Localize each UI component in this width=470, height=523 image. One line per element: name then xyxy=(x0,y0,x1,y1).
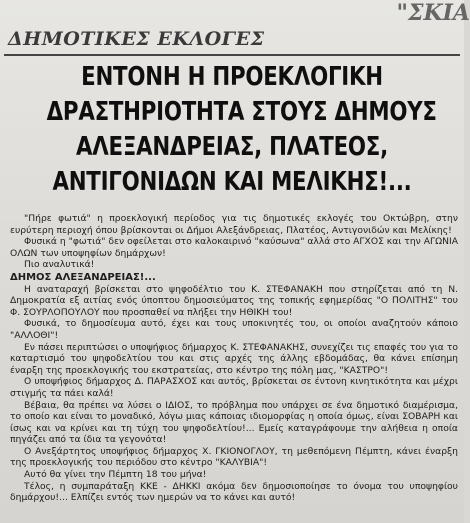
headline-line-3: ΑΛΕΞΑΝΔΡΕΙΑΣ, ΠΛΑΤΕΟΣ, xyxy=(76,132,388,162)
article-subhead: ΔΗΜΟΣ ΑΛΕΞΑΝΔΡΕΙΑΣ!... xyxy=(10,271,156,283)
paragraph: Πιο αναλυτικά! xyxy=(24,259,95,271)
paragraph: Τέλος, η συμπαράταξη ΚΚΕ - ΔΗΚΚΙ ακόμα δεν δημοσιοποίησε το όνομα του υποψηφίου δημάρχου!... Ελπίζει εντός των ημερών να το κάνει και αυτό! xyxy=(10,480,458,504)
article-body xyxy=(10,213,458,504)
headline xyxy=(46,60,437,200)
paragraph: Βέβαια, θα πρέπει να λύσει ο ΙΔΙΟΣ, το πρόβλημα που υπάρχει σε ένα δημοτικό διαμέρισμα, το οποίο και είναι το μοναδικό, λόγω μιας κάποιας ιδιομορφίας η οποία όμως, είναι ΣΟΒΑΡΗ και ίσως και να κρίνει και τη τύχη του ψηφοδελτίου!... Εμείς καταγράφουμε την αλήθεια η οποία πηγάζει από τα ίδια τα γεγονότα! xyxy=(10,399,458,446)
paragraph: Φυσικά, το δημοσίευμα αυτό, έχει και τους υποκινητές του, οι οποίοι αναζητούν κάποιο "ΑΛΛΟΘΙ"! xyxy=(10,318,458,341)
headline-line-2: ΔΡΑΣΤΗΡΙΟΤΗΤΑ ΣΤΟΥΣ ΔΗΜΟΥΣ xyxy=(46,97,437,127)
corner-masthead-text: "ΣΚΙΑ xyxy=(396,0,470,26)
headline-line-4: ΑΝΤΙΓΟΝΙΔΩΝ ΚΑΙ ΜΕΛΙΚΗΣ!... xyxy=(52,167,412,197)
section-label: ΔΗΜΟΤΙΚΕΣ ΕΚΛΟΓΕΣ xyxy=(8,28,265,50)
section-divider xyxy=(4,54,460,56)
headline-line-1: ΕΝΤΟΝΗ Η ΠΡΟΕΚΛΟΓΙΚΗ xyxy=(81,62,383,92)
paragraph: Ο υποψήφιος δήμαρχος Δ. ΠΑΡΑΣΧΟΣ και αυτός, βρίσκεται σε έντονη κινητικότητα και μέχρι στιγμής τα πάει καλά! xyxy=(10,376,458,399)
paragraph: Ο Ανεξάρτητος υποψήφιος δήμαρχος Χ. ΓΚΙΟΝΟΓΛΟΥ, τη μεθεπόμενη Πέμπτη, κάνει έναρξη της προεκλογικής του περιόδου στο κέντρο "ΚΑΛΥΒΙΑ"! xyxy=(10,445,458,469)
corner-masthead-fragment xyxy=(396,0,470,38)
paragraph: Εν πάσει περιπτώσει ο υποψήφιος δήμαρχος Κ. ΣΤΕΦΑΝΑΚΗΣ, συνεχίζει τις επαφές του για το καταρτισμό του ψηφοδελτίου του και στις αρχές της άλλης εβδομάδας, θα κάνει επίσημη έναρξη της προεκλογικής του εκστρατείας, στο κέντρο της πόλη μας, "ΚΑΣΤΡΟ"! xyxy=(10,341,458,376)
paragraph: Η αναταραχή βρίσκεται στο ψηφοδέλτιο του Κ. ΣΤΕΦΑΝΑΚΗ που στηρίζεται από τη Ν. Δημοκρατία εξ αιτίας ενός ύποπτου δημοσιεύματος της τοπικής εφημερίδας "Ο ΠΟΛΙΤΗΣ" του Φ. ΣΟΥΡΛΟΠΟΥΛΟΥ που προσπαθεί να πλήξει την ΗΘΙΚΗ του! xyxy=(10,283,458,318)
paragraph: Αυτό θα γίνει την Πέμπτη 18 του μήνα! xyxy=(24,469,207,481)
paragraph: Φυσικά η "φωτιά" δεν οφείλεται στο καλοκαιρινό "καύσωνα" αλλά στο ΑΓΧΟΣ και την ΑΓΩΝΙΑ ΟΛΩΝ των υποψηφίων δημάρχων! xyxy=(10,236,458,259)
paragraph: "Πήρε φωτιά" η προεκλογική περίοδος για τις δημοτικές εκλογές του Οκτώβρη, στην ευρύτερη περιοχή όπου βρίσκονται οι Δήμοι Αλεξάνδρειας, Πλατέος, Αντιγονιδών και Μελίκης! xyxy=(10,213,458,236)
